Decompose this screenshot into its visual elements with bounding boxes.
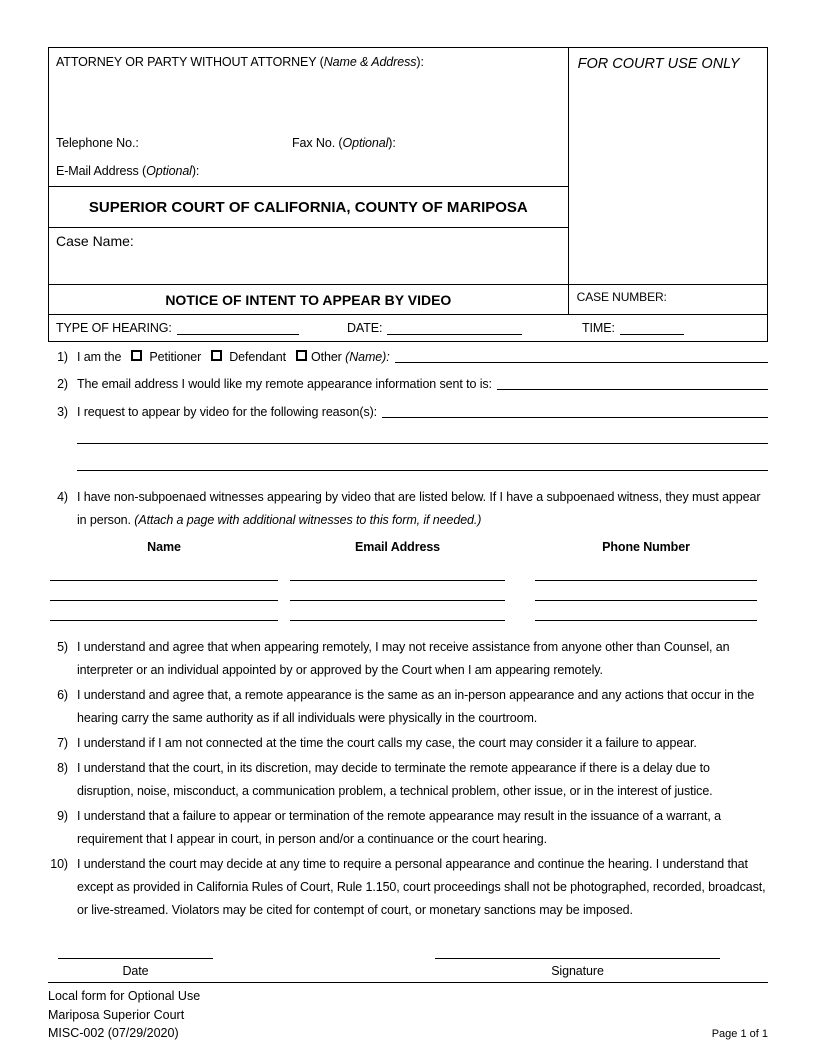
reason-field-line-1[interactable] — [382, 401, 768, 418]
other-label: Other (Name): — [310, 350, 390, 364]
other-name-field[interactable] — [395, 346, 768, 363]
reason-field-line-3[interactable] — [77, 470, 768, 471]
hearing-time-label: TIME: — [582, 321, 615, 335]
date-label: Date — [122, 964, 149, 978]
witness-phone-header: Phone Number — [602, 540, 690, 554]
case-number-label: CASE NUMBER: — [576, 290, 667, 304]
type-of-hearing-label: TYPE OF HEARING: — [56, 321, 172, 335]
hearing-date-label: DATE: — [347, 321, 383, 335]
date-field[interactable] — [58, 958, 213, 959]
case-name-box[interactable] — [49, 227, 568, 284]
reason-field-line-2[interactable] — [77, 443, 768, 444]
witness-email-header: Email Address — [354, 540, 441, 554]
for-court-use-box: FOR COURT USE ONLY — [577, 56, 740, 72]
item-6 — [48, 684, 768, 730]
item-6-text: I understand and agree that, a remote appearance is the same as an in-person appearance and any actions that occur in the hearing carry the same authority as if all individuals were physically in the courtroom. — [77, 688, 755, 725]
footer-line-1: Local form for Optional Use — [48, 989, 201, 1003]
witness-email-field[interactable] — [290, 561, 505, 581]
witness-email-field[interactable] — [290, 601, 505, 621]
witness-name-field[interactable] — [50, 601, 278, 621]
item-10 — [48, 853, 768, 922]
form-title: NOTICE OF INTENT TO APPEAR BY VIDEO — [49, 284, 568, 314]
signature-field[interactable] — [435, 958, 720, 959]
signature-label: Signature — [551, 964, 604, 978]
case-number-box[interactable] — [569, 284, 767, 314]
item-4-text: I have non-subpoenaed witnesses appearing by video that are listed below. If I have a subpoenaed witness, they must appear in person. (Attach a page with additional witnesses to this form, if needed.) — [77, 490, 761, 527]
remote-email-field[interactable] — [497, 373, 768, 390]
defendant-label: Defendant — [229, 350, 286, 364]
witness-phone-field[interactable] — [535, 601, 757, 621]
email-label: E-Mail Address (Optional): — [56, 164, 200, 178]
hearing-time-field[interactable] — [620, 321, 684, 335]
item-7-text: I understand if I am not connected at the time the court calls my case, the court may consider it a failure to appear. — [77, 736, 697, 750]
signature-block — [48, 958, 768, 959]
hearing-info-row — [49, 314, 767, 341]
hearing-date-field[interactable] — [387, 321, 522, 335]
item-9-number: 9) — [57, 809, 68, 823]
item-4 — [48, 486, 768, 532]
type-of-hearing-field[interactable] — [177, 321, 299, 335]
case-name-label: Case Name: — [56, 233, 134, 249]
witness-row-3 — [48, 601, 768, 621]
item-5-number: 5) — [57, 640, 68, 654]
witness-table — [48, 536, 768, 621]
telephone-label: Telephone No.: — [56, 136, 139, 150]
form-footer — [48, 982, 768, 1043]
witness-name-field[interactable] — [50, 561, 278, 581]
petitioner-checkbox[interactable] — [131, 350, 142, 361]
item-4-number: 4) — [57, 490, 68, 504]
witness-name-field[interactable] — [50, 581, 278, 601]
defendant-checkbox[interactable] — [211, 350, 222, 361]
witness-phone-field[interactable] — [535, 581, 757, 601]
witness-table-header — [48, 536, 768, 559]
form-header-table — [48, 47, 768, 342]
item-1-number: 1) — [57, 350, 68, 364]
witness-row-2 — [48, 581, 768, 601]
petitioner-label: Petitioner — [149, 350, 202, 364]
fax-label: Fax No. (Optional): — [292, 136, 396, 150]
attorney-label: ATTORNEY OR PARTY WITHOUT ATTORNEY (Name & Address): — [56, 55, 424, 69]
other-checkbox[interactable] — [296, 350, 307, 361]
item-5 — [48, 636, 768, 682]
witness-name-header: Name — [147, 540, 181, 554]
item-3-text: I request to appear by video for the following reason(s): — [77, 405, 378, 419]
witness-phone-field[interactable] — [535, 561, 757, 581]
item-2-number: 2) — [57, 377, 68, 391]
item-3 — [48, 401, 768, 471]
item-8-number: 8) — [57, 761, 68, 775]
attorney-info-box[interactable] — [49, 48, 568, 186]
item-5-text: I understand and agree that when appearing remotely, I may not receive assistance from anyone other than Counsel, an interpreter or an individual appointed by or approved by the Court when I am appearing remotely. — [77, 640, 730, 677]
item-8-text: I understand that the court, in its discretion, may decide to terminate the remote appearance if there is a delay due to disruption, noise, misconduct, a communication problem, a technical problem, other issue, or in the interest of justice. — [77, 761, 713, 798]
item-9-text: I understand that a failure to appear or termination of the remote appearance may result in the issuance of a warrant, a requirement that I appear in court, in person and/or a continuance or the court hearing. — [77, 809, 721, 846]
item-10-text: I understand the court may decide at any time to require a personal appearance and continue the hearing. I understand that except as provided in California Rules of Court, Rule 1.150, court proceedings shall not be photographed, recorded, broadcast, or live-streamed. Violators may be cited for contempt of court, or monetary sanctions may be imposed. — [77, 857, 766, 917]
item-1 — [48, 346, 768, 369]
footer-line-2: Mariposa Superior Court — [48, 1007, 185, 1022]
footer-form-number: MISC-002 (07/29/2020) — [48, 1026, 179, 1040]
item-2-text: The email address I would like my remote appearance information sent to is: — [77, 377, 492, 391]
item-6-number: 6) — [57, 688, 68, 702]
witness-email-field[interactable] — [290, 581, 505, 601]
item-7-number: 7) — [57, 736, 68, 750]
page-number: Page 1 of 1 — [711, 1028, 768, 1040]
item-2 — [48, 373, 768, 396]
witness-row-1 — [48, 561, 768, 581]
item-3-number: 3) — [57, 405, 68, 419]
item-9 — [48, 805, 768, 851]
form-body — [48, 346, 768, 980]
court-name-title: SUPERIOR COURT OF CALIFORNIA, COUNTY OF MARIPOSA — [49, 186, 568, 227]
item-8 — [48, 757, 768, 803]
item-7 — [48, 732, 768, 755]
item-1-lead: I am the — [77, 350, 122, 364]
item-10-number: 10) — [50, 857, 68, 871]
